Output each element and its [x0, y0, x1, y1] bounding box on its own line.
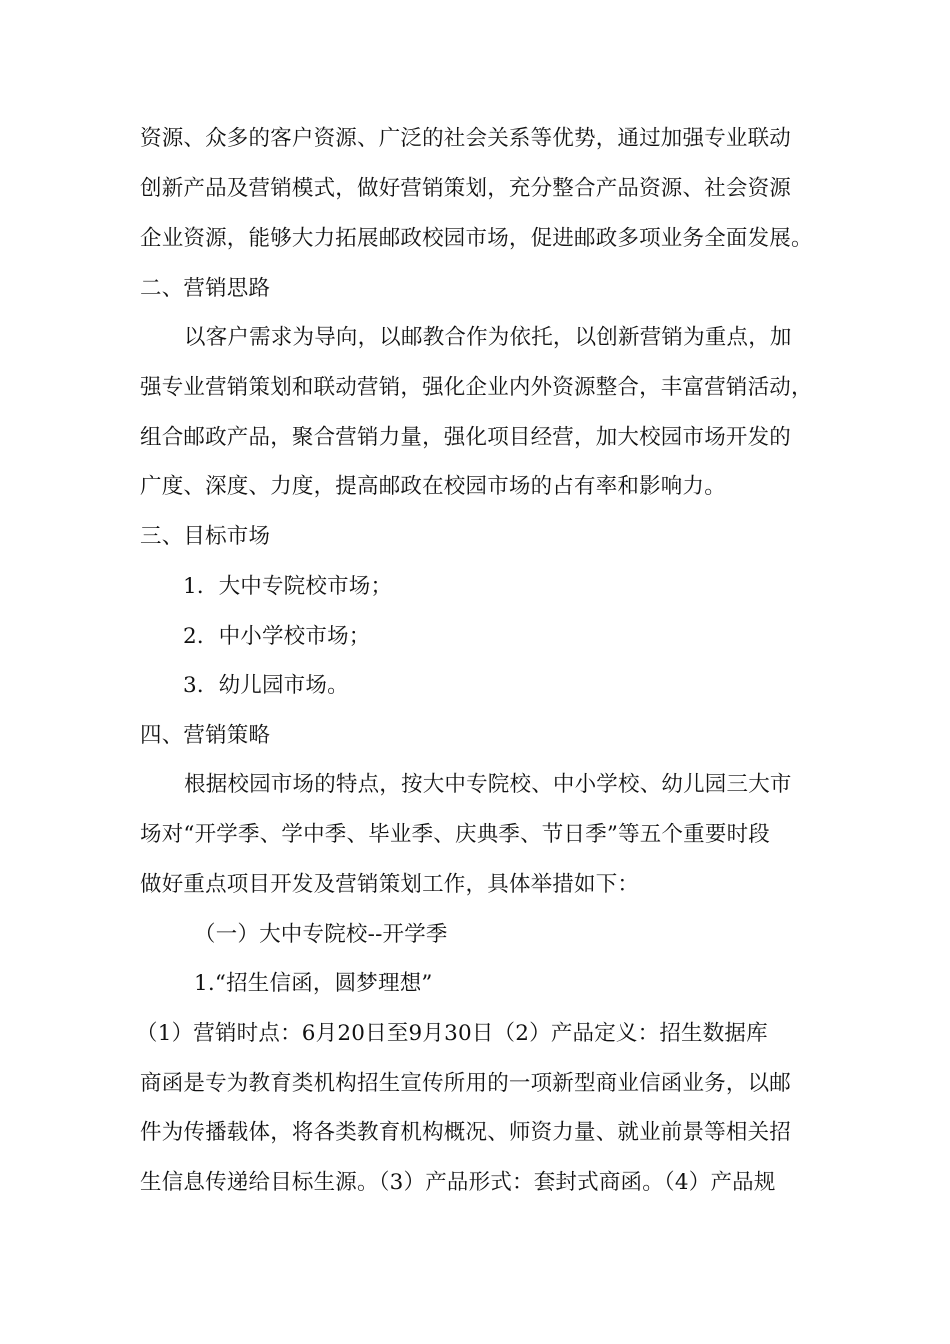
- item-heading: 1.“招生信函，圆梦理想”: [194, 971, 433, 996]
- paragraph-line: 商函是专为教育类机构招生宣传所用的一项新型商业信函业务，以邮: [140, 1071, 792, 1096]
- section-heading: 二、营销思路: [140, 276, 271, 301]
- paragraph-line: 强专业营销策划和联动营销，强化企业内外资源整合，丰富营销活动，: [140, 375, 813, 400]
- paragraph-line: 根据校园市场的特点，按大中专院校、中小学校、幼儿园三大市: [184, 772, 792, 797]
- paragraph-line: 企业资源，能够大力拓展邮政校园市场，促进邮政多项业务全面发展。: [140, 226, 813, 251]
- list-item: 1．大中专院校市场；: [183, 574, 393, 599]
- paragraph-line: 场对“开学季、学中季、毕业季、庆典季、节日季”等五个重要时段: [140, 822, 770, 847]
- paragraph-line: 生信息传递给目标生源。（3）产品形式：套封式商函。（4）产品规: [140, 1170, 776, 1195]
- paragraph-line: 创新产品及营销模式，做好营销策划，充分整合产品资源、社会资源: [140, 176, 792, 201]
- paragraph-line: 广度、深度、力度，提高邮政在校园市场的占有率和影响力。: [140, 474, 726, 499]
- list-item: 2．中小学校市场；: [183, 624, 371, 649]
- section-heading: 四、营销策略: [140, 723, 271, 748]
- paragraph-line: 资源、众多的客户资源、广泛的社会关系等优势，通过加强专业联动: [140, 126, 792, 151]
- paragraph-line: 件为传播载体，将各类教育机构概况、师资力量、就业前景等相关招: [140, 1120, 792, 1145]
- paragraph-line: 做好重点项目开发及营销策划工作，具体举措如下：: [140, 872, 640, 897]
- list-item: 3．幼儿园市场。: [183, 673, 349, 698]
- subsection-heading: （一）大中专院校--开学季: [194, 922, 448, 947]
- paragraph-line: （1）营销时点：6月20日至9月30日（2）产品定义：招生数据库: [136, 1021, 768, 1046]
- paragraph-line: 以客户需求为导向，以邮教合作为依托，以创新营销为重点，加: [184, 325, 792, 350]
- section-heading: 三、目标市场: [140, 524, 271, 549]
- paragraph-line: 组合邮政产品，聚合营销力量，强化项目经营，加大校园市场开发的: [140, 425, 792, 450]
